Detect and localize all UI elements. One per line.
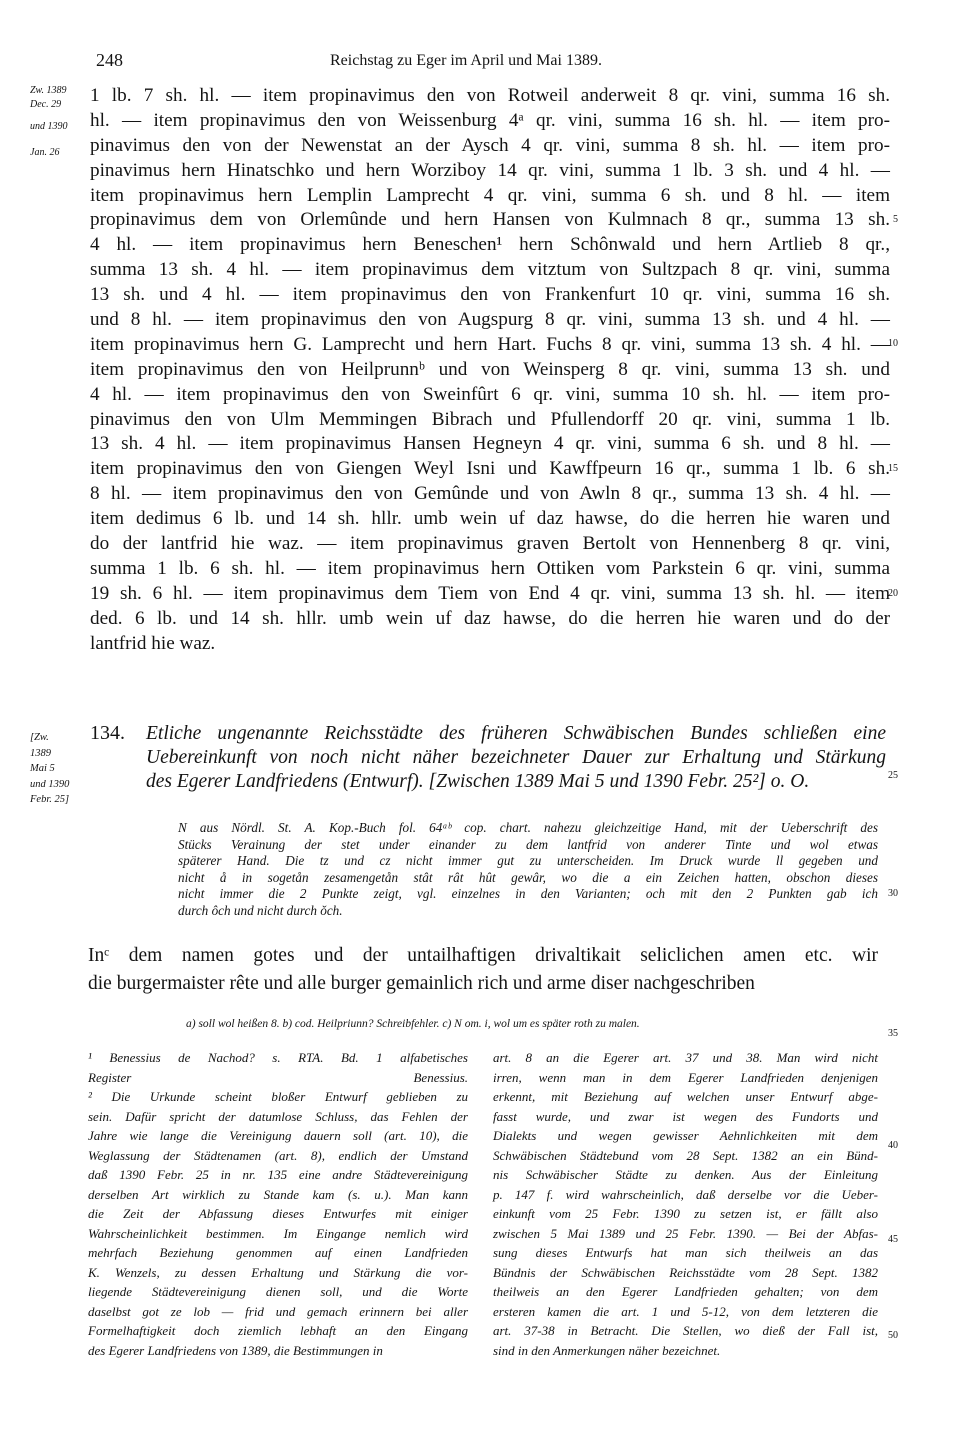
text-line: 4 hl. — item propinavimus den von Sweinfûrt 6 qr. vini, summa 10 sh. hl. — item pro- (90, 383, 890, 405)
footnote-line: Wahrscheinlichkeit bestimmen. Im Eingange nemlich wird (88, 1225, 468, 1241)
footnote-line: ¹ Benessius de Nachod? s. RTA. Bd. 1 alfabetisches (88, 1050, 468, 1065)
line-number: 45 (888, 1234, 898, 1245)
text-line: 1 lb. 7 sh. hl. — item propinavimus den von Rotweil anderweit 8 qr. vini, summa 16 sh. (90, 85, 890, 106)
footnote-line: Formelhaftigkeit doch ziemlich lebhaft an den Eingang (88, 1323, 468, 1338)
title-line: des Egerer Landfriedens (Entwurf). [Zwischen 1389 Mai 5 und 1390 Febr. 25²] o. O. (146, 771, 810, 792)
source-line: N aus Nördl. St. A. Kop.-Buch fol. 64ᵃᵇ cop. chart. nahezu gleichzeitige Hand, mit der Ueberschrift des (178, 820, 878, 835)
main-body-text (90, 84, 890, 656)
text-line: do der lantfrid hie waz. — item propinavimus graven Bertolt von Hennenberg 8 qr. vini, (90, 533, 890, 555)
text-line: pinavimus den von Ulm Memmingen Bibrach und Pfullendorff 20 qr. vini, summa 1 lb. (90, 408, 890, 430)
footnote-line: Register Benessius. (88, 1069, 468, 1085)
incipit-line: Inᶜ dem namen gotes und der untailhaftigen drivaltikait seliclichen amen etc. wir (88, 945, 878, 966)
footnote-line: theilweis an den Egerer Landfrieden gehalten; von dem (493, 1284, 878, 1299)
line-number: 40 (888, 1140, 898, 1151)
margin-date-line: Zw. 1389 (30, 85, 67, 96)
footnote-line: ersteren kamen die art. 1 und 5-12, von dem letzteren die (493, 1303, 878, 1319)
footnote-line: daß 1390 Febr. 25 in nr. 135 eine andre Städtevereinigung (88, 1167, 468, 1182)
line-number: 30 (888, 888, 898, 899)
footnote-line: nis Schwäbischer Städte zu denken. Aus der Einleitung (493, 1167, 878, 1182)
footnote-line: ² Die Urkunde scheint bloßer Entwurf geblieben zu (88, 1089, 468, 1104)
footnotes-right-column (493, 1048, 878, 1360)
text-line: lantfrid hie waz. (90, 632, 216, 654)
text-line: und 8 hl. — item propinavimus den von Augspurg 8 qr. vini, summa 13 sh. und 4 hl. — (90, 309, 890, 331)
footnote-line: einkunft vom 25 Febr. 1390 zu setzen ist, er fällt also (493, 1206, 878, 1221)
document-title (146, 722, 886, 794)
text-line: summa 1 lb. 6 sh. hl. — item propinavimus hern Ottiken vom Parkstein 6 qr. vini, summa (90, 557, 890, 579)
text-line: hl. — item propinavimus den von Weissenburg 4ᵃ qr. vini, summa 16 sh. hl. — item pro- (90, 109, 890, 131)
document-number: 134. (90, 722, 125, 744)
source-line: durch ôch und nicht durch ŏch. (178, 902, 343, 918)
margin-date-line: Dec. 29 (30, 99, 62, 110)
text-line: pinavimus den von der Newenstat an der Aysch 4 qr. vini, summa 8 sh. hl. — item pro- (90, 134, 890, 156)
margin-date-line: und 1390 (30, 121, 68, 132)
text-line: 13 sh. 4 hl. — item propinavimus Hansen Hegneyn 4 qr. vini, summa 6 sh. und 8 hl. — (90, 433, 890, 455)
margin-date-line: 1389 (30, 747, 51, 759)
margin-date-line: und 1390 (30, 778, 70, 790)
source-line: nicht å in sogetån zesamengetån stât rât hût gewâr, wo die a ein Zeichen hatten, obschon dieses (178, 869, 878, 885)
text-line: ded. 6 lb. und 14 sh. hllr. umb wein uf daz hawse, do die herren hie waren und do der (90, 607, 890, 629)
margin-date-line: Febr. 25] (30, 794, 70, 805)
footnote-line: art. 8 an die Egerer art. 37 und 38. Man wird nicht (493, 1050, 878, 1065)
document-margin-date (30, 730, 69, 808)
footnote-line: art. 37-38 in Betracht. Die Stellen, wo dieß der Fall ist, (493, 1323, 878, 1338)
line-number: 20 (888, 588, 898, 599)
source-line: Stücks Verainung der stet under einander zu dem lantfrid von anderer Tinte und wol etwas (178, 836, 878, 852)
line-number: 35 (888, 1028, 898, 1039)
text-line: 4 hl. — item propinavimus hern Beneschen¹ hern Schônwald und hern Artlieb 8 qr., (90, 234, 890, 256)
line-number: 5 (893, 214, 898, 225)
footnote-line: p. 147 f. wird wahrscheinlich, daß derselbe vor die Ueber- (493, 1186, 878, 1202)
footnote-line: K. Wenzels, zu dessen Erhaltung und Stärkung die vor- (88, 1264, 468, 1280)
footnote-line: sung dieses Entwurfs hat man sich theilweis an das (493, 1245, 878, 1260)
footnote-line: Weglassung der Städtenamen (art. 8), endlich der Umstand (88, 1147, 468, 1163)
footnotes-left-column (88, 1048, 468, 1360)
source-line: nicht immer die 2 Punkte zeigt, vgl. einzelnes in den Varianten; och mit den 2 Punkten gab ich (178, 886, 878, 902)
running-title: Reichstag zu Eger im April und Mai 1389. (330, 52, 602, 69)
title-line: Etliche ungenannte Reichsstädte des früheren Schwäbischen Bundes schließen eine (146, 723, 886, 744)
text-line: 8 hl. — item propinavimus den von Gemûnde und von Awln 8 qr., summa 13 sh. 4 hl. — (90, 483, 890, 505)
footnote-line: liegende Städtevereinigung dienen soll, und die Worte (88, 1284, 468, 1299)
line-number: 50 (888, 1330, 898, 1341)
footnote-line: fasst wurde, und zwar ist wegen des Fundorts und (493, 1108, 878, 1124)
footnote-line: daselbst got ze lob — frid und gemach erinnern bei aller (88, 1303, 468, 1319)
footnote-line: die Zeit der Abfassung dieses Entwurfes mit einiger (88, 1206, 468, 1221)
footnote-line: mehrfach Beziehung genommen auf einen Landfrieden (88, 1245, 468, 1260)
footnote-line: des Egerer Landfriedens von 1389, die Bestimmungen in (88, 1342, 383, 1358)
margin-date-top (30, 84, 68, 160)
footnote-line: Bündnis der Schwäbischen Reichsstädte vom 28 Sept. 1382 (493, 1264, 878, 1280)
text-line: summa 13 sh. 4 hl. — item propinavimus dem vitztum von Sultzpach 8 qr. vini, summa (90, 259, 890, 281)
incipit-line: die burgermaister rête und alle burger gemainlich rich und arme diser nachgeschriben (88, 973, 755, 994)
source-line: späterer Hand. Die tz und cz nicht immer gut zu unterscheiden. Im Druck wurde ll gegeben und (178, 853, 878, 869)
footnote-line: Jahre wie lange die Vereinigung dauern soll (art. 10), die (88, 1128, 468, 1143)
text-line: item propinavimus hern Lemplin Lamprecht 4 qr. vini, summa 6 sh. und 8 hl. — item (90, 184, 890, 206)
document-incipit (88, 942, 878, 998)
text-line: 13 sh. und 4 hl. — item propinavimus den von Frankenfurt 10 qr. vini, summa 16 sh. (90, 284, 890, 306)
text-line: pinavimus hern Hinatschko und hern Worziboy 14 qr. vini, summa 1 lb. 3 sh. und 4 hl. — (90, 159, 890, 181)
footnote-line: derselben Art wirklich zu Stande kam (s. u.). Man kann (88, 1186, 468, 1202)
margin-date-line: [Zw. (30, 732, 49, 743)
text-line: item propinavimus den von Heilprunnᵇ und von Weinsperg 8 qr. vini, summa 13 sh. und (90, 358, 890, 380)
text-line: item dedimus 6 lb. und 14 sh. hllr. umb wein uf daz hawse, do die herren hie waren und (90, 508, 890, 530)
footnote-line: sind in den Anmerkungen näher bezeichnet. (493, 1342, 721, 1358)
margin-date-line: Mai 5 (30, 763, 55, 774)
text-line: 19 sh. 6 hl. — item propinavimus dem Tiem von End 4 qr. vini, summa 13 sh. hl. — item (90, 582, 890, 604)
source-note (178, 820, 878, 920)
line-number: 10 (888, 338, 898, 349)
text-line: item propinavimus hern G. Lamprecht und hern Hart. Fuchs 8 qr. vini, summa 13 sh. 4 hl. — (90, 333, 890, 355)
footnote-line: Schwäbischen Städtebund vom 28 Sept. 1382 an ein Bünd- (493, 1147, 878, 1163)
footnote-line: irren, wenn man in dem Egerer Landfrieden denjenigen (493, 1069, 878, 1085)
text-line: item propinavimus den von Giengen Weyl Isni und Kawffpeurn 16 qr., summa 1 lb. 6 sh. (90, 458, 890, 480)
page-number: 248 (96, 50, 123, 70)
line-number: 15 (888, 463, 898, 474)
title-line: Uebereinkunft von noch nicht näher bezeichneter Dauer zur Erhaltung und Stärkung (146, 747, 886, 768)
footnote-line: zwischen 5 Mai 1389 und 25 Febr. 1390. — Bei der Abfas- (493, 1225, 878, 1241)
footnote-line: erkennt, mit Beziehung auf welchen unser Entwurf abge- (493, 1089, 878, 1104)
footnote-line: sein. Dafür spricht der datumlose Schluss, das Fehlen der (88, 1108, 468, 1124)
line-number: 25 (888, 770, 898, 781)
variant-notes: a) soll wol heißen 8. b) cod. Heilpriunn? Schreibfehler. c) N om. i, wol um es später roth zu malen. (186, 1018, 640, 1030)
footnote-line: Dialekts und wegen gewisser Aehnlichkeiten mit dem (493, 1128, 878, 1143)
margin-date-line: Jan. 26 (30, 147, 60, 158)
text-line: propinavimus dem von Orlemûnde und hern Hansen von Kulmnach 8 qr., summa 13 sh. (90, 209, 890, 231)
